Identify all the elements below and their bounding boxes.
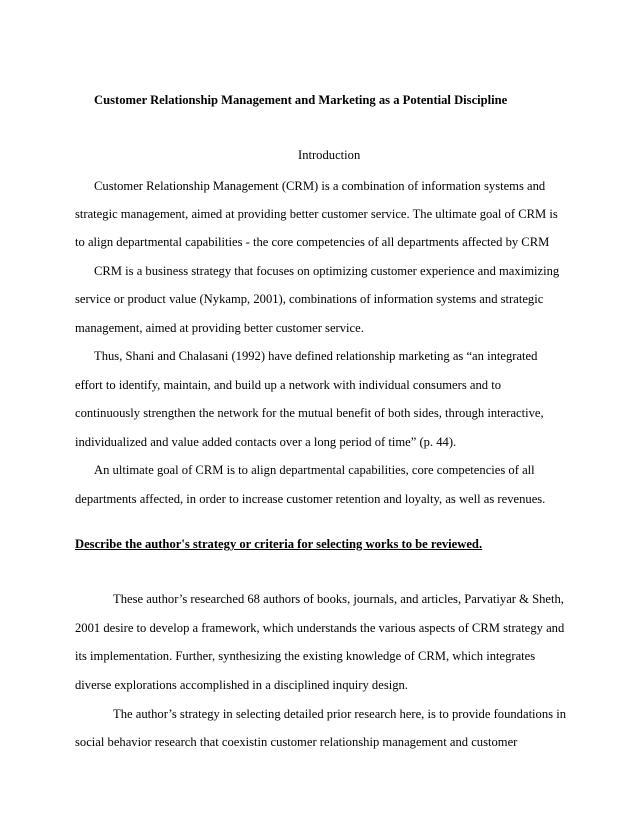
section-line: diverse explorations accomplished in a disciplined inquiry design. [75,678,408,692]
intro-line: individualized and value added contacts over a long period of time” (p. 44). [75,435,457,449]
intro-line: effort to identify, maintain, and build up a network with individual consumers and to [75,378,502,392]
intro-line: to align departmental capabilities - the core competencies of all departments affected by CRM [75,235,550,249]
intro-line: CRM is a business strategy that focuses on optimizing customer experience and maximizing [94,264,560,278]
intro-line: An ultimate goal of CRM is to align departmental capabilities, core competencies of all [94,463,535,477]
section-line: social behavior research that coexistin customer relationship management and customer [75,735,518,749]
section-heading: Describe the author's strategy or criteria for selecting works to be reviewed. [75,537,483,551]
section-line: 2001 desire to develop a framework, which understands the various aspects of CRM strategy and [75,621,565,635]
introduction-heading: Introduction [298,148,361,162]
intro-line: Thus, Shani and Chalasani (1992) have defined relationship marketing as “an integrated [94,349,538,363]
intro-line: continuously strengthen the network for the mutual benefit of both sides, through interactive, [75,406,544,420]
intro-line: strategic management, aimed at providing better customer service. The ultimate goal of CRM is [75,207,558,221]
intro-line: management, aimed at providing better customer service. [75,321,364,335]
section-line: its implementation. Further, synthesizing the existing knowledge of CRM, which integrates [75,649,536,663]
intro-line: departments affected, in order to increase customer retention and loyalty, as well as revenues. [75,492,546,506]
intro-line: Customer Relationship Management (CRM) is a combination of information systems and [94,179,546,193]
intro-line: service or product value (Nykamp, 2001), combinations of information systems and strategic [75,292,544,306]
document-title: Customer Relationship Management and Marketing as a Potential Discipline [94,93,508,107]
section-line: These author’s researched 68 authors of books, journals, and articles, Parvatiyar & Sheth, [113,592,564,606]
section-line: The author’s strategy in selecting detailed prior research here, is to provide foundations in [113,707,566,721]
